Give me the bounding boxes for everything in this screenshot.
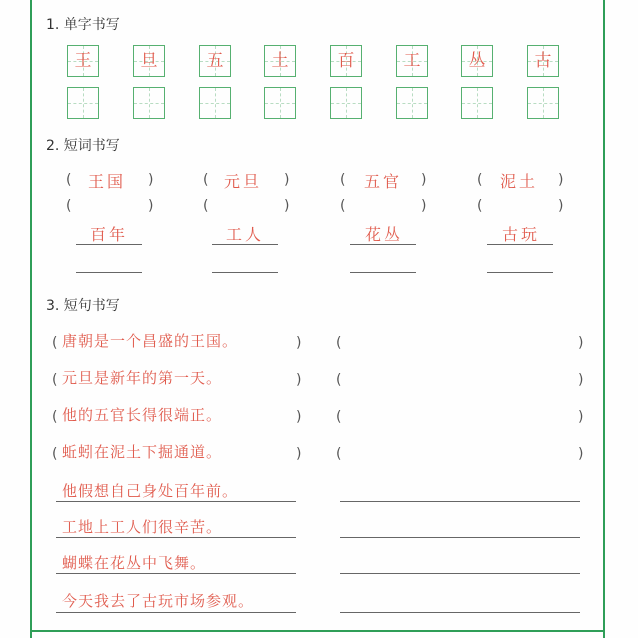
practice-char-box[interactable] [199, 87, 231, 119]
paren-open: ( [203, 172, 209, 188]
paren-close: ) [421, 198, 427, 214]
practice-underline[interactable] [340, 537, 580, 538]
practice-underline[interactable] [340, 612, 580, 613]
paren-close: ) [284, 198, 290, 214]
paren-close: ) [578, 372, 584, 388]
practice-underline[interactable] [487, 272, 553, 273]
underline [56, 501, 296, 502]
underline [56, 612, 296, 613]
example-word: 王国 [88, 172, 127, 191]
example-word: 元旦 [224, 172, 263, 191]
char-box [133, 45, 165, 77]
underline [56, 537, 296, 538]
paren-open: ( [66, 198, 72, 214]
paren-open: ( [336, 409, 342, 425]
underline [212, 244, 278, 245]
example-word: 泥土 [500, 172, 539, 191]
paren-close: ) [558, 172, 564, 188]
example-sentence: 元旦是新年的第一天。 [62, 369, 223, 387]
practice-char-box[interactable] [396, 87, 428, 119]
paren-close: ) [578, 446, 584, 462]
example-char: 古 [534, 51, 552, 71]
practice-underline[interactable] [76, 272, 142, 273]
paren-close: ) [578, 409, 584, 425]
char-box [67, 45, 99, 77]
char-box [264, 45, 296, 77]
frame-left-border [30, 0, 32, 638]
example-sentence: 他假想自己身处百年前。 [62, 482, 239, 500]
paren-open: ( [336, 446, 342, 462]
paren-close: ) [558, 198, 564, 214]
underline [487, 244, 553, 245]
example-char: 工 [403, 51, 421, 71]
char-box [461, 45, 493, 77]
char-box [199, 45, 231, 77]
underline [350, 244, 416, 245]
paren-open: ( [203, 198, 209, 214]
practice-char-box[interactable] [133, 87, 165, 119]
paren-open: ( [336, 335, 342, 351]
practice-char-box[interactable] [264, 87, 296, 119]
example-word: 百年 [90, 225, 129, 244]
paren-open: ( [52, 335, 58, 351]
example-char: 王 [74, 51, 92, 71]
frame-right-border [603, 0, 605, 638]
practice-char-box[interactable] [67, 87, 99, 119]
char-box [396, 45, 428, 77]
example-char: 旦 [140, 51, 158, 71]
paren-close: ) [148, 172, 154, 188]
example-sentence: 工地上工人们很辛苦。 [62, 518, 223, 536]
frame-bottom-border [30, 630, 605, 632]
example-char: 五 [206, 51, 224, 71]
paren-open: ( [477, 172, 483, 188]
example-sentence: 蝴蝶在花丛中飞舞。 [62, 554, 207, 572]
paren-close: ) [296, 372, 302, 388]
example-sentence: 他的五官长得很端正。 [62, 406, 223, 424]
paren-open: ( [52, 409, 58, 425]
paren-open: ( [477, 198, 483, 214]
example-sentence: 蚯蚓在泥土下掘通道。 [62, 443, 223, 461]
practice-underline[interactable] [212, 272, 278, 273]
underline [76, 244, 142, 245]
example-char: 百 [337, 51, 355, 71]
practice-char-box[interactable] [330, 87, 362, 119]
example-char: 丛 [468, 51, 486, 71]
paren-close: ) [296, 335, 302, 351]
paren-close: ) [296, 446, 302, 462]
paren-close: ) [284, 172, 290, 188]
example-word: 花丛 [365, 225, 404, 244]
practice-char-box[interactable] [527, 87, 559, 119]
paren-open: ( [340, 198, 346, 214]
example-word: 古玩 [502, 225, 541, 244]
example-word: 工人 [226, 225, 265, 244]
paren-open: ( [336, 372, 342, 388]
practice-underline[interactable] [350, 272, 416, 273]
example-sentence: 唐朝是一个昌盛的王国。 [62, 332, 239, 350]
example-word: 五官 [364, 172, 403, 191]
paren-open: ( [66, 172, 72, 188]
example-sentence: 今天我去了古玩市场参观。 [62, 592, 255, 610]
paren-close: ) [421, 172, 427, 188]
section-title-words: 2. 短词书写 [46, 138, 120, 154]
example-char: 土 [271, 51, 289, 71]
practice-char-box[interactable] [461, 87, 493, 119]
char-box [527, 45, 559, 77]
section-title-characters: 1. 单字书写 [46, 17, 120, 33]
paren-open: ( [52, 446, 58, 462]
underline [56, 573, 296, 574]
paren-close: ) [148, 198, 154, 214]
paren-open: ( [52, 372, 58, 388]
paren-close: ) [578, 335, 584, 351]
char-box [330, 45, 362, 77]
section-title-sentences: 3. 短句书写 [46, 298, 120, 314]
practice-underline[interactable] [340, 501, 580, 502]
practice-underline[interactable] [340, 573, 580, 574]
paren-close: ) [296, 409, 302, 425]
paren-open: ( [340, 172, 346, 188]
